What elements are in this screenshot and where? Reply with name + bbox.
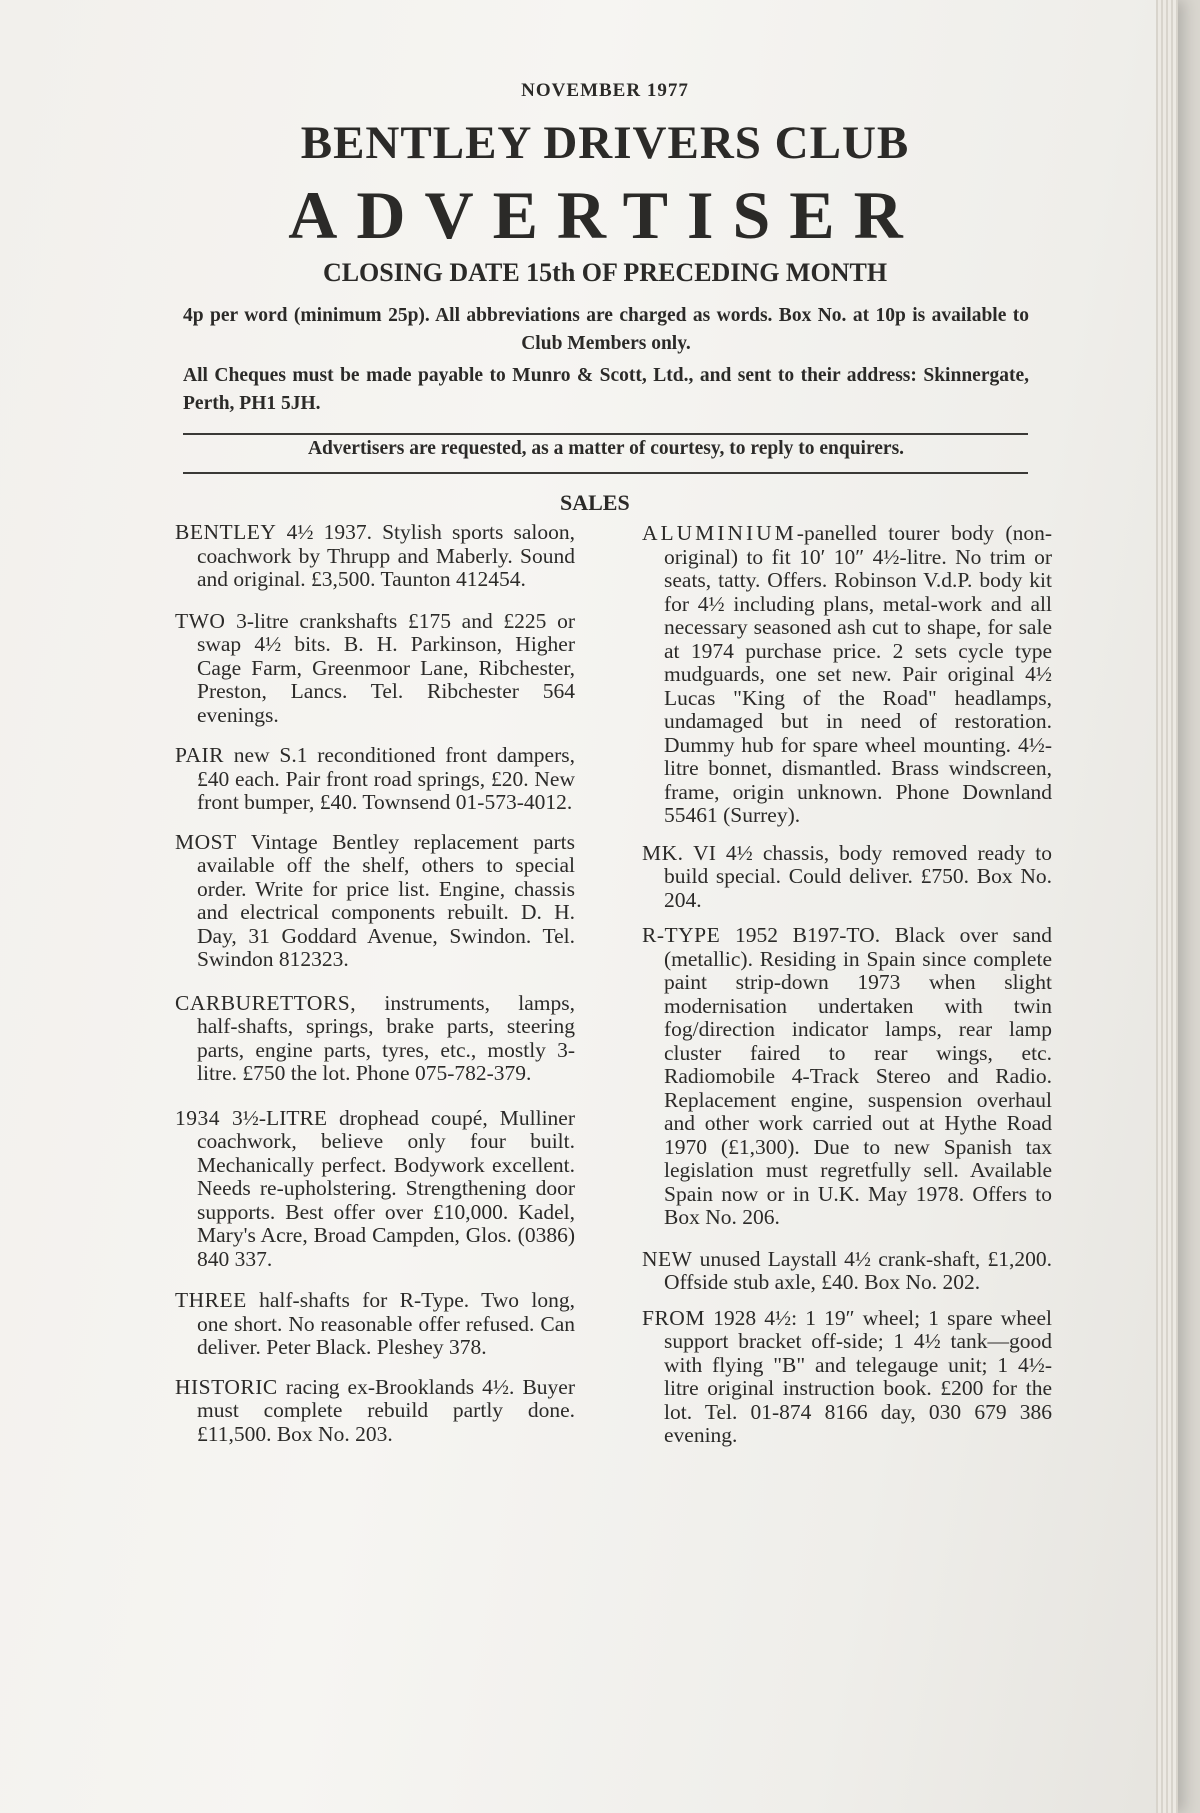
classified-ad: 1934 3½-LITRE drophead coupé, Mulliner coachwork, believe only four built. Mechanically perfect. Bodywork excellent. Needs re-upholstering. Strengthening door supports. Best offer over £10,000. Kadel, Mary's Acre, Broad Campden, Glos. (0386) 840 337. (175, 1105, 575, 1271)
classified-ad: MOST Vintage Bentley replacement parts available off the shelf, others to special order. Write for price list. Engine, chassis and electrical components rebuilt. D. H. Day, 31 Goddard Avenue, Swindon. Tel. Swindon 812323. (175, 829, 575, 971)
left-column (175, 521, 575, 1460)
courtesy-notice: Advertisers are requested, as a matter of courtesy, to reply to enquirers. (307, 438, 905, 459)
rates-notice: 4p per word (minimum 25p). All abbreviations are charged as words. Box No. at 10p is available to Club Members only. (183, 305, 1029, 354)
classified-ad: MK. VI 4½ chassis, body removed ready to build special. Could deliver. £750. Box No. 204. (642, 840, 1052, 912)
club-name: BENTLEY DRIVERS CLUB (300, 117, 910, 169)
classified-ad: CARBURETTORS, instruments, lamps, half-shafts, springs, brake parts, steering parts, engine parts, tyres, etc., mostly 3-litre. £750 the lot. Phone 075-782-379. (175, 990, 575, 1085)
classified-ad: NEW unused Laystall 4½ crank-shaft, £1,200. Offside stub axle, £40. Box No. 202. (642, 1246, 1052, 1294)
section-heading: SALES (560, 490, 630, 515)
classified-ad: BENTLEY 4½ 1937. Stylish sports saloon, coachwork by Thrupp and Maberly. Sound and original. £3,500. Taunton 412454. (175, 520, 575, 591)
classified-ad: HISTORIC racing ex-Brooklands 4½. Buyer must complete rebuild partly done. £11,500. Box No. 203. (175, 1374, 575, 1446)
divider-top (183, 433, 1028, 435)
publication-title: ADVERTISER (288, 177, 922, 253)
page-edge (1156, 0, 1178, 1813)
cheques-notice: All Cheques must be made payable to Munro & Scott, Ltd., and sent to their address: Skinnergate, Perth, PH1 5JH. (183, 365, 1029, 414)
right-column (642, 522, 1052, 1462)
classified-ad: R-TYPE 1952 B197-TO. Black over sand (metallic). Residing in Spain since complete paint strip-down 1973 when slight modernisation undertaken with twin fog/direction indicator lamps, rear lamp cluster faired to rear wings, etc. Radiomobile 4-Track Stereo and Radio. Replacement engine, suspension overhaul and other work carried out at Hythe Road 1970 (£1,300). Due to new Spanish tax legislation must regretfully sell. Available Spain now or in U.K. May 1978. Offers to Box No. 206. (642, 923, 1052, 1229)
classified-ad: TWO 3-litre crankshafts £175 and £225 or swap 4½ bits. B. H. Parkinson, Higher Cage Farm, Greenmoor Lane, Ribchester, Preston, Lancs. Tel. Ribchester 564 evenings. (175, 608, 575, 727)
divider-bottom (183, 472, 1028, 474)
issue-date: NOVEMBER 1977 (521, 80, 689, 101)
closing-date: CLOSING DATE 15th OF PRECEDING MONTH (322, 258, 888, 287)
classified-ad: PAIR new S.1 reconditioned front dampers, £40 each. Pair front road springs, £20. New front bumper, £40. Townsend 01-573-4012. (175, 743, 575, 814)
classified-ad: ALUMINIUM-panelled tourer body (non-original) to fit 10′ 10″ 4½-litre. No trim or seats, tatty. Offers. Robinson V.d.P. body kit for 4½ including plans, metal-work and all necessary seasoned ash cut to shape, for sale at 1974 purchase price. 2 sets cycle type mudguards, one set new. Pair original 4½ Lucas "King of the Road" headlamps, undamaged but in need of restoration. Dummy hub for spare wheel mounting. 4½-litre bonnet, dismantled. Brass windscreen, frame, origin unknown. Phone Downland 55461 (Surrey). (642, 521, 1052, 827)
classified-ad: THREE half-shafts for R-Type. Two long, one short. No reasonable offer refused. Can deliver. Peter Black. Pleshey 378. (175, 1288, 575, 1359)
classified-ad: FROM 1928 4½: 1 19″ wheel; 1 spare wheel support bracket off-side; 1 4½ tank—good with flying "B" and telegauge unit; 1 4½-litre original instruction book. £200 for the lot. Tel. 01-874 8166 day, 030 679 386 evening. (642, 1305, 1052, 1447)
